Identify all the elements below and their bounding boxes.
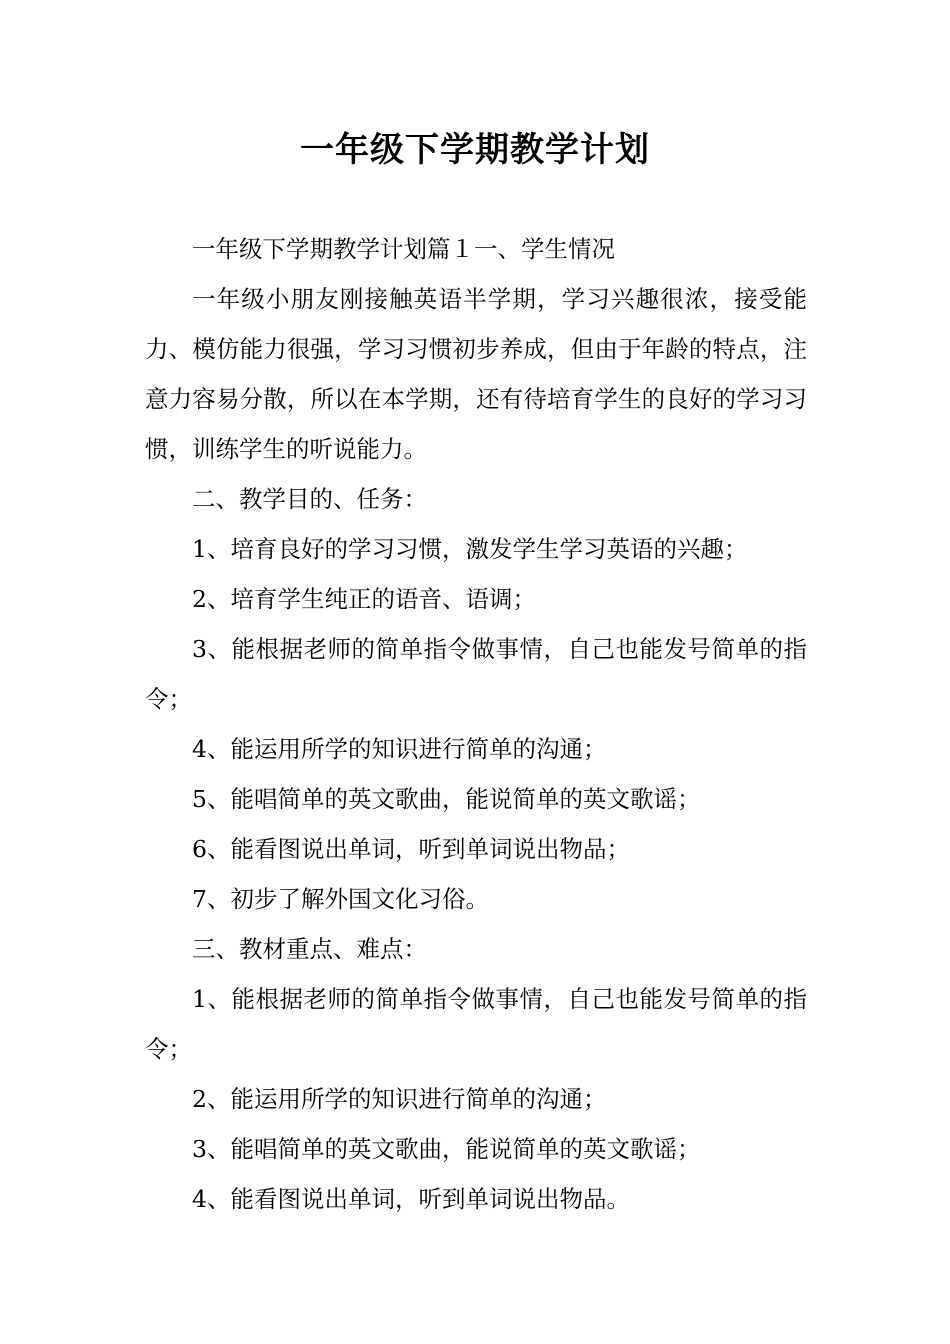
paragraph: 三、教材重点、难点： [192,935,427,963]
paragraph: 5、能唱简单的英文歌曲，能说简单的英文歌谣； [192,785,701,813]
paragraph: 一年级小朋友刚接触英语半学期，学习兴趣很浓，接受能力、模仿能力很强，学习习惯初步养成，但由于年龄的特点，注意力容易分散，所以在本学期，还有待培育学生的良好的学习习惯，训练学生的听说能力。 [145,285,807,463]
paragraph: 2、培育学生纯正的语音、语调； [192,585,536,613]
paragraph: 1、能根据老师的简单指令做事情，自己也能发号简单的指令； [145,985,807,1063]
document-title: 一年级下学期教学计划 [300,130,650,170]
paragraph: 7、初步了解外国文化习俗。 [192,885,489,913]
paragraph: 一年级下学期教学计划篇１一、学生情况 [192,235,615,263]
paragraph: 3、能唱简单的英文歌曲，能说简单的英文歌谣； [192,1135,701,1163]
document-body [145,224,807,1224]
paragraph: 4、能看图说出单词，听到单词说出物品。 [192,1185,630,1213]
paragraph: 6、能看图说出单词，听到单词说出物品； [192,835,630,863]
paragraph: 3、能根据老师的简单指令做事情，自己也能发号简单的指令； [145,635,807,713]
paragraph: 2、能运用所学的知识进行简单的沟通； [192,1085,607,1113]
paragraph: 二、教学目的、任务： [192,485,427,513]
paragraph: 1、培育良好的学习习惯，激发学生学习英语的兴趣； [192,535,748,563]
paragraph: 4、能运用所学的知识进行简单的沟通； [192,735,607,763]
